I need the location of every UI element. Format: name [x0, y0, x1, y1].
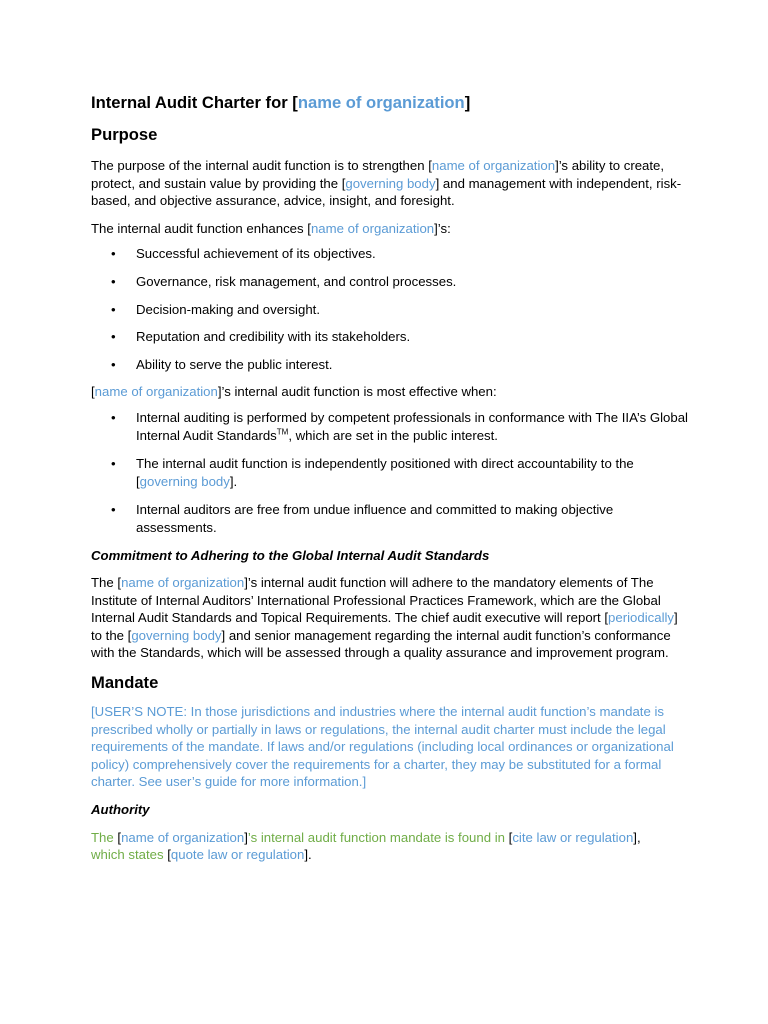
text-run: [ — [91, 384, 95, 400]
text-run: ]’s ability to create, protect, and sustain value by providing the [ — [91, 158, 665, 191]
placeholder-name-of-organization: name of organization — [121, 829, 245, 845]
document-body — [91, 92, 691, 864]
text-run: The [ — [91, 575, 122, 591]
list-item — [91, 245, 691, 263]
text-run: ]’s internal audit function is most effective when: — [217, 384, 497, 400]
list-item — [91, 301, 691, 319]
document-title — [91, 92, 691, 114]
list-item-text: Governance, risk management, and control processes. — [136, 273, 457, 289]
purpose-paragraph-2 — [91, 220, 691, 238]
bracket: [ — [508, 829, 513, 845]
placeholder-periodically: periodically — [608, 610, 675, 626]
bullet-icon: • — [111, 246, 116, 262]
list-item-text: Reputation and credibility with its stakeholders. — [136, 329, 411, 345]
placeholder-quote-law-or-regulation: quote law or regulation — [170, 847, 305, 863]
list-item-text: Internal auditors are free from undue influence and committed to making objective assessments. — [136, 502, 614, 535]
commitment-paragraph — [91, 574, 691, 662]
bracket: [ — [167, 847, 171, 863]
list-item — [91, 409, 691, 444]
list-item — [91, 356, 691, 374]
trademark-mark: TM — [276, 427, 289, 437]
list-item — [91, 501, 691, 536]
bracket: [ — [117, 829, 122, 845]
list-item-text: Decision-making and oversight. — [136, 301, 320, 317]
title-suffix: ] — [464, 93, 471, 112]
text-run: The purpose of the internal audit function is to strengthen [ — [91, 158, 432, 173]
title-prefix: Internal Audit Charter for [ — [91, 93, 298, 112]
mandate-heading: Mandate — [91, 673, 159, 693]
list-item-text: Ability to serve the public interest. — [136, 356, 333, 372]
punctuation: . — [308, 847, 312, 863]
placeholder-governing-body: governing body — [345, 175, 436, 191]
text-run: ] and management with independent, risk-based, and objective assurance, advice, insight, and foresight. — [91, 175, 682, 209]
text-run: ] to the [ — [91, 610, 678, 643]
punctuation: , — [636, 829, 641, 845]
bullet-icon: • — [111, 301, 116, 317]
text-run: ]’s: — [434, 220, 451, 236]
text-run: The — [91, 829, 118, 845]
purpose-heading: Purpose — [91, 125, 158, 144]
placeholder-name-of-organization: name of organization — [94, 384, 218, 400]
bullet-icon: • — [111, 409, 116, 425]
text-run: ] and senior management regarding the internal audit function’s conformance with the Standards, which will be assessed through a quality assurance and improvement program. — [91, 627, 671, 661]
text-run: ]. — [229, 473, 238, 489]
placeholder-governing-body: governing body — [139, 473, 230, 489]
text-run: , which are set in the public interest. — [288, 427, 498, 443]
placeholder-name-of-organization: name of organization — [310, 220, 435, 236]
list-item — [91, 328, 691, 346]
bullet-icon: • — [111, 502, 116, 518]
purpose-paragraph-1 — [91, 157, 691, 210]
list-item — [91, 273, 691, 291]
bracket: ] — [244, 829, 248, 845]
bullet-icon: • — [111, 273, 116, 289]
text-run: Internal auditing is performed by competent professionals in conformance with The IIA’s Global Internal Audit Standards — [136, 409, 688, 443]
text-run: The internal audit function enhances [ — [91, 220, 311, 236]
placeholder-cite-law-or-regulation: cite law or regulation — [512, 829, 634, 845]
bracket: ] — [304, 847, 309, 863]
purpose-paragraph-3 — [91, 383, 691, 401]
placeholder-name-of-organization: name of organization — [431, 158, 556, 173]
text-run: ]’s internal audit function will adhere to the mandatory elements of The Institute of Internal Auditors’ International Professional Practices Framework, which are the Global Internal Audit Standards and Topical Requirements. The chief audit executive will report [ — [91, 575, 661, 626]
commitment-heading: Commitment to Adhering to the Global Internal Audit Standards — [91, 547, 490, 563]
list-item-text: Successful achievement of its objectives. — [136, 246, 376, 262]
authority-paragraph — [91, 829, 691, 864]
enhances-list — [91, 245, 691, 373]
text-run: which states — [91, 847, 168, 863]
list-item — [91, 455, 691, 490]
placeholder-name-of-organization: name of organization — [121, 575, 245, 591]
placeholder-governing-body: governing body — [131, 627, 222, 643]
bullet-icon: • — [111, 356, 116, 372]
bullet-icon: • — [111, 329, 116, 345]
bullet-icon: • — [111, 456, 116, 472]
authority-heading: Authority — [91, 802, 150, 818]
effective-when-list — [91, 409, 691, 537]
bracket: ] — [633, 829, 637, 845]
users-note: [USER’S NOTE: In those jurisdictions and industries where the internal audit function’s mandate is prescribed wholly or partially in laws or regulations, the internal audit charter must include the legal requirements of the mandate. If laws and/or regulations (including local ordinances or organizational policy) comprehensively cover the requirements for a charter, they may be substituted for a formal charter. See user’s guide for more information.] — [91, 704, 674, 790]
list-item-text — [136, 455, 691, 490]
text-run: ’s internal audit function mandate is found in — [247, 829, 509, 845]
list-item-text — [136, 409, 691, 444]
title-placeholder: name of organization — [297, 93, 465, 112]
text-run: The internal audit function is independently positioned with direct accountability to the [ — [136, 456, 634, 489]
